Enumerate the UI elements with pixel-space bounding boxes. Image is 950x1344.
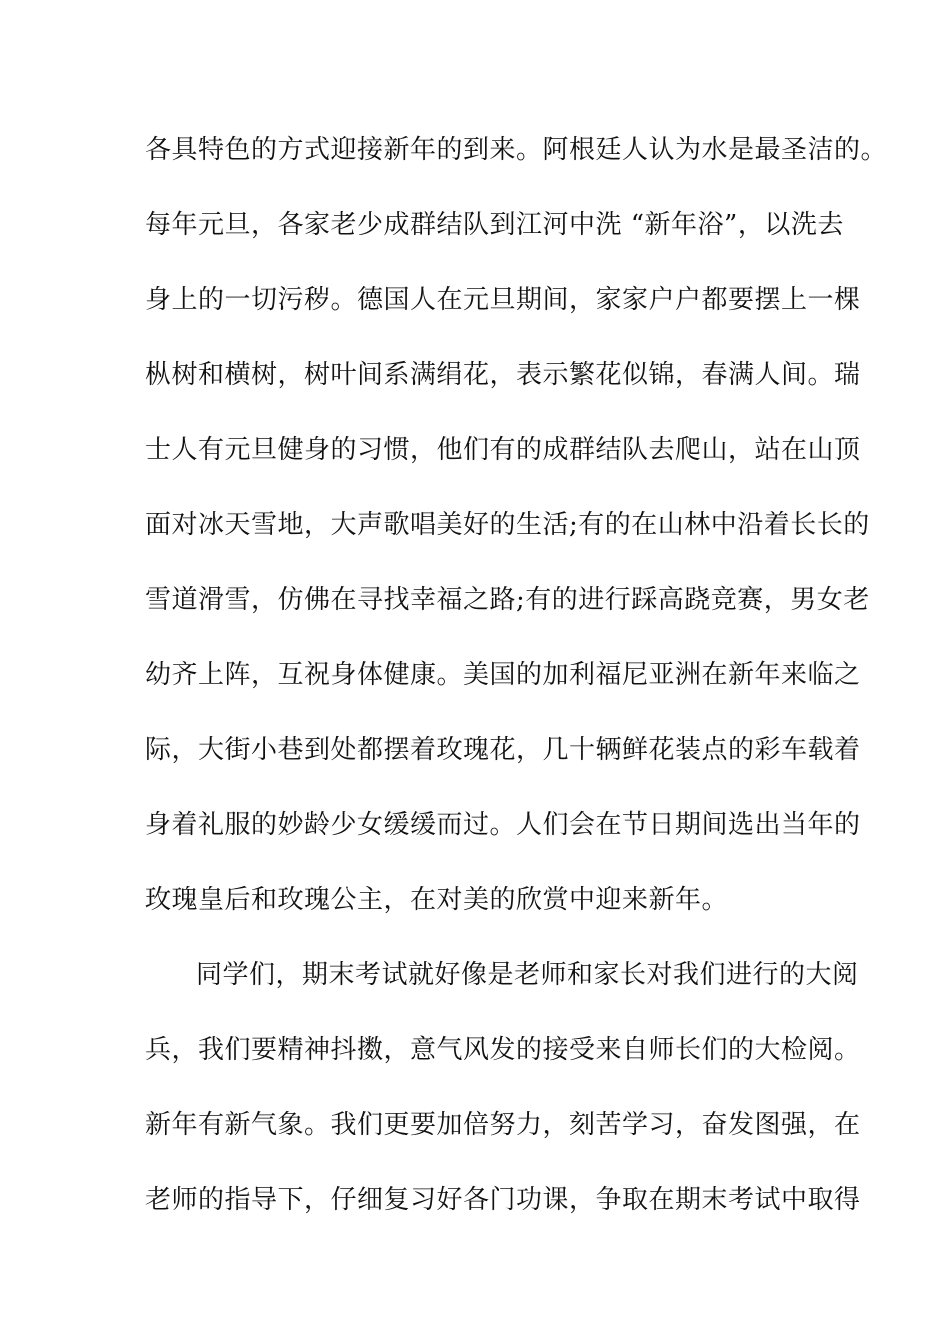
text-line: 各具特色的方式迎接新年的到来。阿根廷人认为水是最圣洁的。 [145, 135, 888, 165]
text-line: 士人有元旦健身的习惯，他们有的成群结队去爬山，站在山顶 [145, 435, 861, 465]
text-line: 身着礼服的妙龄少女缓缓而过。人们会在节日期间选出当年的 [145, 810, 861, 840]
text-line: 身上的一切污秽。德国人在元旦期间，家家户户都要摆上一棵 [145, 285, 861, 315]
text-line: 际，大街小巷到处都摆着玫瑰花，几十辆鲜花装点的彩车载着 [145, 735, 861, 765]
text-line: 面对冰天雪地，大声歌唱美好的生活;有的在山林中沿着长长的 [145, 510, 870, 540]
paragraph-first-line: 同学们，期末考试就好像是老师和家长对我们进行的大阅 [196, 960, 859, 990]
text-line: 枞树和横树，树叶间系满绢花，表示繁花似锦，春满人间。瑞 [145, 360, 861, 390]
text-line: 兵，我们要精神抖擞，意气风发的接受来自师长们的大检阅。 [145, 1035, 861, 1065]
text-line: 新年有新气象。我们更要加倍努力，刻苦学习，奋发图强，在 [145, 1110, 861, 1140]
text-line: 雪道滑雪，仿佛在寻找幸福之路;有的进行踩高跷竞赛，男女老 [145, 585, 870, 615]
text-line: 老师的指导下，仔细复习好各门功课，争取在期末考试中取得 [145, 1185, 861, 1215]
text-line: 玫瑰皇后和玫瑰公主，在对美的欣赏中迎来新年。 [145, 885, 729, 915]
text-line: 幼齐上阵，互祝身体健康。美国的加利福尼亚洲在新年来临之 [145, 660, 861, 690]
text-line: 每年元旦，各家老少成群结队到江河中洗 “新年浴”，以洗去 [145, 210, 844, 240]
